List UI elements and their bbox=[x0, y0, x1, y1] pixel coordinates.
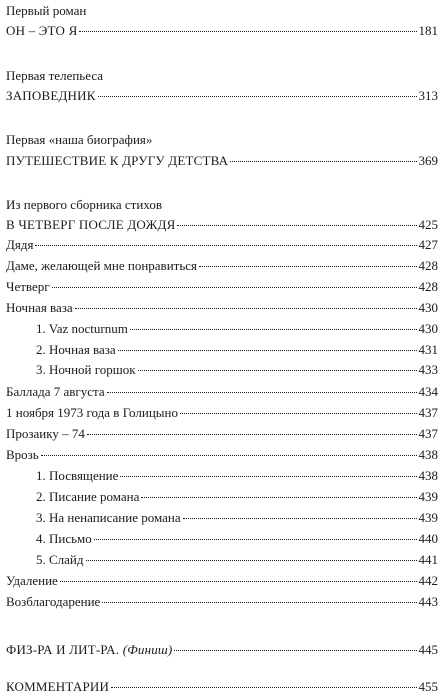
toc-entry-kommentarii[interactable] bbox=[6, 678, 438, 696]
page-number: 439 bbox=[418, 489, 438, 504]
entry-title: Прозаику – 74 bbox=[6, 426, 85, 441]
toc-subentry[interactable] bbox=[6, 509, 438, 527]
page-number: 428 bbox=[418, 258, 438, 273]
page-number: 440 bbox=[418, 531, 438, 546]
toc-entry-on-eto-ya[interactable] bbox=[6, 22, 438, 40]
toc-subentry[interactable] bbox=[6, 530, 438, 548]
entry-title: 1 ноября 1973 года в Голицыно bbox=[6, 405, 178, 420]
dot-leader bbox=[87, 434, 417, 435]
entry-title: Баллада 7 августа bbox=[6, 384, 105, 399]
entry-title: Врозь bbox=[6, 447, 39, 462]
entry-title: 3. На ненаписание романа bbox=[36, 510, 181, 525]
dot-leader bbox=[177, 225, 416, 226]
dot-leader bbox=[130, 329, 417, 330]
toc-entry[interactable] bbox=[6, 593, 438, 611]
dot-leader bbox=[79, 31, 416, 32]
page-number: 431 bbox=[418, 342, 438, 357]
page-number: 430 bbox=[418, 300, 438, 315]
entry-title: ОН – ЭТО Я bbox=[6, 23, 78, 38]
dot-leader bbox=[60, 581, 417, 582]
section-caption: Первый роман bbox=[6, 3, 87, 18]
page-number: 434 bbox=[418, 384, 438, 399]
toc-subentry[interactable] bbox=[6, 467, 438, 485]
toc-entry[interactable] bbox=[6, 257, 438, 275]
toc-subentry[interactable] bbox=[6, 488, 438, 506]
toc-entry[interactable] bbox=[6, 383, 438, 401]
page-number: 430 bbox=[418, 321, 438, 336]
entry-title: 1. Vaz nocturnum bbox=[36, 321, 128, 336]
dot-leader bbox=[199, 266, 416, 267]
page-number: 181 bbox=[418, 23, 438, 38]
entry-title: ЗАПОВЕДНИК bbox=[6, 88, 96, 103]
dot-leader bbox=[102, 602, 416, 603]
entry-title-suffix: (Финиш) bbox=[122, 642, 173, 657]
section-caption: Из первого сборника стихов bbox=[6, 197, 162, 212]
entry-title: Возблагодарение bbox=[6, 594, 101, 609]
page-number: 445 bbox=[418, 642, 438, 657]
entry-title bbox=[6, 641, 172, 659]
dot-leader bbox=[86, 560, 417, 561]
entry-title: Дядя bbox=[6, 237, 34, 252]
toc-entry[interactable] bbox=[6, 299, 438, 317]
toc-entry[interactable] bbox=[6, 404, 438, 422]
toc-entry-zapovednik[interactable] bbox=[6, 87, 438, 105]
page-number: 313 bbox=[418, 88, 438, 103]
dot-leader bbox=[230, 161, 416, 162]
dot-leader bbox=[41, 455, 417, 456]
toc-entry[interactable] bbox=[6, 236, 438, 254]
dot-leader bbox=[183, 518, 417, 519]
toc-subentry[interactable] bbox=[6, 551, 438, 569]
dot-leader bbox=[180, 413, 417, 414]
toc-entry[interactable] bbox=[6, 446, 438, 464]
page-number: 425 bbox=[418, 217, 438, 232]
dot-leader bbox=[120, 476, 416, 477]
page-number: 443 bbox=[418, 594, 438, 609]
toc-subentry[interactable] bbox=[6, 341, 438, 359]
page-number: 437 bbox=[418, 405, 438, 420]
entry-title: КОММЕНТАРИИ bbox=[6, 679, 110, 694]
entry-title: 2. Ночная ваза bbox=[36, 342, 116, 357]
entry-title: 2. Писание романа bbox=[36, 489, 140, 504]
page-number: 438 bbox=[418, 447, 438, 462]
dot-leader bbox=[52, 287, 417, 288]
toc-subentry[interactable] bbox=[6, 361, 438, 379]
page-number: 427 bbox=[418, 237, 438, 252]
page-number: 441 bbox=[418, 552, 438, 567]
dot-leader bbox=[174, 650, 416, 651]
dot-leader bbox=[141, 497, 416, 498]
toc-entry[interactable] bbox=[6, 425, 438, 443]
toc-entry[interactable] bbox=[6, 572, 438, 590]
section-caption: Первая телепьеса bbox=[6, 68, 104, 83]
page-number: 433 bbox=[418, 362, 438, 377]
entry-title: ПУТЕШЕСТВИЕ К ДРУГУ ДЕТСТВА bbox=[6, 153, 229, 168]
dot-leader bbox=[107, 392, 417, 393]
page-number: 455 bbox=[418, 679, 438, 694]
entry-title: Удаление bbox=[6, 573, 58, 588]
page-number: 439 bbox=[418, 510, 438, 525]
dot-leader bbox=[138, 370, 417, 371]
toc-entry-puteshestvie[interactable] bbox=[6, 152, 438, 170]
toc-entry[interactable] bbox=[6, 278, 438, 296]
toc-subentry[interactable] bbox=[6, 320, 438, 338]
entry-title: Четверг bbox=[6, 279, 50, 294]
dot-leader bbox=[94, 539, 417, 540]
toc-entry[interactable] bbox=[6, 216, 438, 234]
entry-title: 1. Посвящение bbox=[36, 468, 119, 483]
page-number: 438 bbox=[418, 468, 438, 483]
page-number: 442 bbox=[418, 573, 438, 588]
dot-leader bbox=[98, 96, 417, 97]
page-number: 428 bbox=[418, 279, 438, 294]
entry-title: Ночная ваза bbox=[6, 300, 73, 315]
entry-title: Даме, желающей мне понравиться bbox=[6, 258, 198, 273]
page-number: 369 bbox=[418, 153, 438, 168]
section-caption: Первая «наша биография» bbox=[6, 132, 153, 147]
dot-leader bbox=[111, 687, 416, 688]
entry-title: 4. Письмо bbox=[36, 531, 92, 546]
dot-leader bbox=[75, 308, 417, 309]
entry-title: 3. Ночной горшок bbox=[36, 362, 136, 377]
toc-entry-fiz-ra[interactable] bbox=[6, 641, 438, 659]
entry-title: В ЧЕТВЕРГ ПОСЛЕ ДОЖДЯ bbox=[6, 217, 176, 232]
dot-leader bbox=[35, 245, 416, 246]
page-number: 437 bbox=[418, 426, 438, 441]
dot-leader bbox=[118, 350, 417, 351]
entry-title-main: ФИЗ-РА И ЛИТ-РА. bbox=[6, 642, 120, 657]
entry-title: 5. Слайд bbox=[36, 552, 84, 567]
